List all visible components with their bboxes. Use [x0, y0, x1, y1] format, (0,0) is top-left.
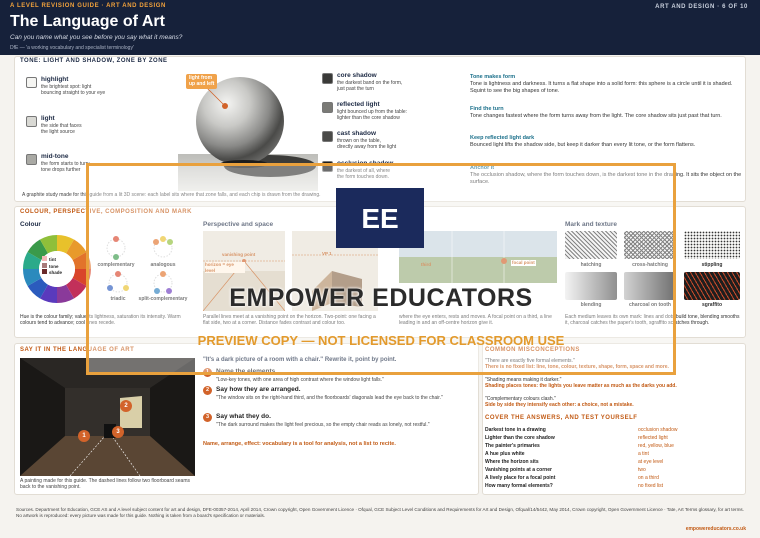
highlight-swatch [26, 77, 37, 88]
colour-body: Hue is the colour family; value its lightness, saturation its intensity. Warm colours tend to advance; cool ones recede. [20, 314, 181, 327]
answer-question: A lively place for a focal point [485, 475, 556, 481]
label-title: mid-tone [41, 153, 69, 160]
misconception-3 [485, 396, 740, 409]
legend-tint: tint [42, 256, 62, 263]
mark-body: Each medium leaves its own mark: lines and dots build tone, blending smooths it, charcoal catches the paper's tooth, sgraffito scratches through. [565, 314, 740, 327]
label-light [26, 115, 82, 136]
tone-note-3 [470, 135, 744, 149]
answer-value: reflected light [638, 435, 668, 441]
answer-value: no fixed list [638, 483, 664, 489]
page-header [0, 0, 760, 55]
mark-label: hatching [580, 262, 602, 268]
note-text: Tone changes fastest where the form turns away from the light. The core shadow sits just past that turn. [470, 112, 722, 119]
label-cast-shadow [322, 130, 396, 151]
core-shadow-swatch [322, 73, 333, 84]
answer-question: Vanishing points at a corner [485, 467, 552, 473]
note-heading: Anchor it [470, 165, 495, 171]
mark-label: sgraffito [702, 302, 722, 308]
misconception-answer: Side by side they intensify each other: a choice, not a mistake. [485, 402, 634, 409]
legend-tone: tone [42, 263, 62, 270]
watermark-title: EMPOWER EDUCATORS [229, 284, 533, 312]
misconception-2 [485, 377, 740, 390]
step-3 [203, 413, 473, 428]
step-title: Name the elements. [216, 368, 278, 375]
scheme-label: triadic [110, 296, 126, 302]
page-number: ART AND DESIGN · 6 OF 10 [655, 4, 748, 10]
scheme-label: split-complementary [138, 296, 188, 302]
misconception-claim: "There are exactly five formal elements." [485, 358, 575, 364]
label-vanishing-point: vanishing point [222, 252, 256, 257]
step-number: 2 [203, 386, 212, 395]
label-midtone [26, 153, 90, 174]
step-desc: "Low-key tones, with one area of high contrast where the window light falls." [216, 377, 384, 384]
misconception-answer: There is no fixed list: line, tone, colour, texture, shape, form, space and more. [485, 364, 669, 371]
label-desc: the side that faces the light source [41, 123, 82, 136]
label-title: occlusion shadow [337, 160, 394, 167]
step-desc: "The dark surround makes the light feel precious, so the empty chair reads as lonely, not restful." [216, 422, 430, 429]
label-core-shadow [322, 72, 402, 93]
page-subtitle: Can you name what you see before you say what it means? [10, 33, 183, 41]
rewrite-prompt: "It's a dark picture of a room with a chair." Rewrite it, point by point. [203, 357, 397, 363]
page-title: The Language of Art [10, 12, 165, 30]
site-link[interactable]: empowereducators.co.uk [685, 526, 746, 532]
step-2 [203, 386, 473, 401]
header-kicker: A LEVEL REVISION GUIDE · ART AND DESIGN [10, 3, 166, 9]
label-title: highlight [41, 76, 69, 83]
step-title: Say what they do. [216, 413, 271, 420]
mark-label: stippling [701, 262, 723, 268]
answer-question: Lighter than the core shadow [485, 435, 555, 441]
label-desc: light bounced up from the table: lighter than the core shadow [337, 109, 408, 122]
light-direction-label: light from up and left [186, 74, 217, 89]
note-text: The occlusion shadow, where the form touches down, is the darkest tone in the drawing. It sits the object on the surface. [470, 171, 742, 185]
label-third: third [421, 262, 431, 267]
watermark-subtitle: PREVIEW COPY — NOT LICENSED FOR CLASSROOM USE [197, 333, 565, 348]
label-highlight [26, 76, 105, 97]
label-desc: thrown on the table, directly away from the light [337, 138, 397, 151]
answer-value: occlusion shadow [638, 427, 678, 433]
note-heading: Keep reflected light dark [470, 135, 535, 141]
answer-value: a tint [638, 451, 649, 457]
wheel-legend [42, 256, 62, 276]
painting-marker-2: 2 [120, 400, 132, 412]
step-title: Say how they are arranged. [216, 386, 301, 393]
label-title: core shadow [337, 72, 377, 79]
mark-heading: Mark and texture [565, 221, 618, 228]
answer-question: Where the horizon sits [485, 459, 539, 465]
tone-section-title: TONE: LIGHT AND SHADOW, ZONE BY ZONE [20, 58, 168, 64]
say-section-title: SAY IT IN THE LANGUAGE OF ART [20, 347, 135, 353]
label-desc: the darkest band on the form, just past the turn [337, 80, 403, 93]
misconception-claim: "Shading means making it darker." [485, 377, 562, 383]
answer-value: at eye level [638, 459, 664, 465]
label-reflected-light [322, 101, 407, 122]
note-text: Tone is lightness and darkness. It turns a flat shape into a solid form: this sphere is a circle until it is shaded. Squint to see the big shapes of tone. [470, 80, 733, 94]
answers-title: COVER THE ANSWERS, AND TEST YOURSELF [485, 415, 638, 421]
perspective-heading: Perspective and space [203, 221, 274, 228]
mark-label: cross-hatching [632, 262, 668, 268]
say-conclusion: Name, arrange, effect: vocabulary is a tool for analysis, not a list to recite. [203, 441, 396, 447]
answer-value: two [638, 467, 646, 473]
answer-question: A hue plus white [485, 451, 525, 457]
label-title: cast shadow [337, 130, 377, 137]
note-heading: Tone makes form [470, 74, 516, 80]
tone-note-2 [470, 106, 744, 120]
painting-marker-3: 3 [112, 426, 124, 438]
answer-value: on a third [638, 475, 659, 481]
label-vp1: VP 1 [322, 251, 332, 256]
tone-caption: A graphite study made for this guide from a lit 3D scene: each label sits where that zone falls, and each chip is drawn from the drawing. [22, 192, 321, 198]
watermark-badge: EE [336, 188, 424, 248]
reflected-light-swatch [322, 102, 333, 113]
painting-marker-1: 1 [78, 430, 90, 442]
label-focal-point: focal point [512, 260, 535, 265]
colour-section-title: COLOUR, PERSPECTIVE, COMPOSITION AND MARK [20, 209, 192, 215]
scheme-label: analogous [150, 262, 176, 268]
cast-shadow-swatch [322, 131, 333, 142]
colour-heading: Colour [20, 221, 41, 228]
label-title: reflected light [337, 101, 380, 108]
mark-stippling [684, 231, 740, 259]
label-horizon: horizon = eye level [205, 262, 245, 273]
misconception-answer: Shading places tones: the lights you leave matter as much as the darks you add. [485, 383, 677, 390]
midtone-swatch [26, 154, 37, 165]
painting-caption: A painting made for this guide. The dashed lines follow two floorboard seams back to the vanishing point. [20, 478, 191, 491]
legend-shade: shade [42, 269, 62, 276]
label-desc: the darkest of all, where the form touches down. [337, 168, 391, 181]
mark-label: charcoal on tooth [629, 302, 671, 308]
label-desc: the form starts to turn; tone drops further [41, 161, 90, 174]
answer-question: Darkest tone in a drawing [485, 427, 546, 433]
mark-label: blending [580, 302, 602, 308]
answer-question: The painter's primaries [485, 443, 540, 449]
note-heading: Find the turn [470, 106, 504, 112]
dfe-quote: DfE — 'a working vocabulary and specialist terminology' [10, 44, 134, 51]
label-desc: the brightest spot: light bouncing straight to your eye [41, 84, 106, 97]
composition-body: where the eye enters, rests and moves. A focal point on a third, a line leading in and an off-centre horizon give it. [399, 314, 552, 327]
perspective-body: Parallel lines meet at a vanishing point on the horizon. Two-point: one facing a flat side, two at a corner. Distance fades contrast and colour too. [203, 314, 376, 327]
scheme-label: complementary [97, 262, 135, 268]
tone-note-1 [470, 74, 744, 95]
answer-question: How many formal elements? [485, 483, 553, 489]
label-title: light [41, 115, 55, 122]
light-swatch [26, 116, 37, 127]
step-number: 1 [203, 368, 212, 377]
misconception-claim: "Complementary colours clash." [485, 396, 556, 402]
note-text: Bounced light lifts the shadow side, but keep it darker than every lit tone, or the form flattens. [470, 141, 696, 148]
answer-value: red, yellow, blue [638, 443, 674, 449]
room-painting [20, 358, 195, 476]
sources-text: Sources. Department for Education, GCE AS and A level subject content for art and design, DFE-00357-2014, April 2014, Crown copyright, Open Government Licence · Ofqual, GCE Subject Level Conditions and Requirements for Art and Design, Ofqual/14/5442, May 2014, Crown copyright, Open Government Licence · Tate, Art Terms glossary, for art terms. No artwork is reproduced: every picture was made for this guide. Nothing is taken from a board's specification or materials. [16, 507, 744, 518]
step-desc: "The window sits on the right-hand third, and the floorboards' diagonals lead the eye back to the chair." [216, 395, 443, 402]
misconceptions-title: COMMON MISCONCEPTIONS [485, 347, 580, 353]
step-number: 3 [203, 413, 212, 422]
mark-sgraffito [684, 272, 740, 300]
